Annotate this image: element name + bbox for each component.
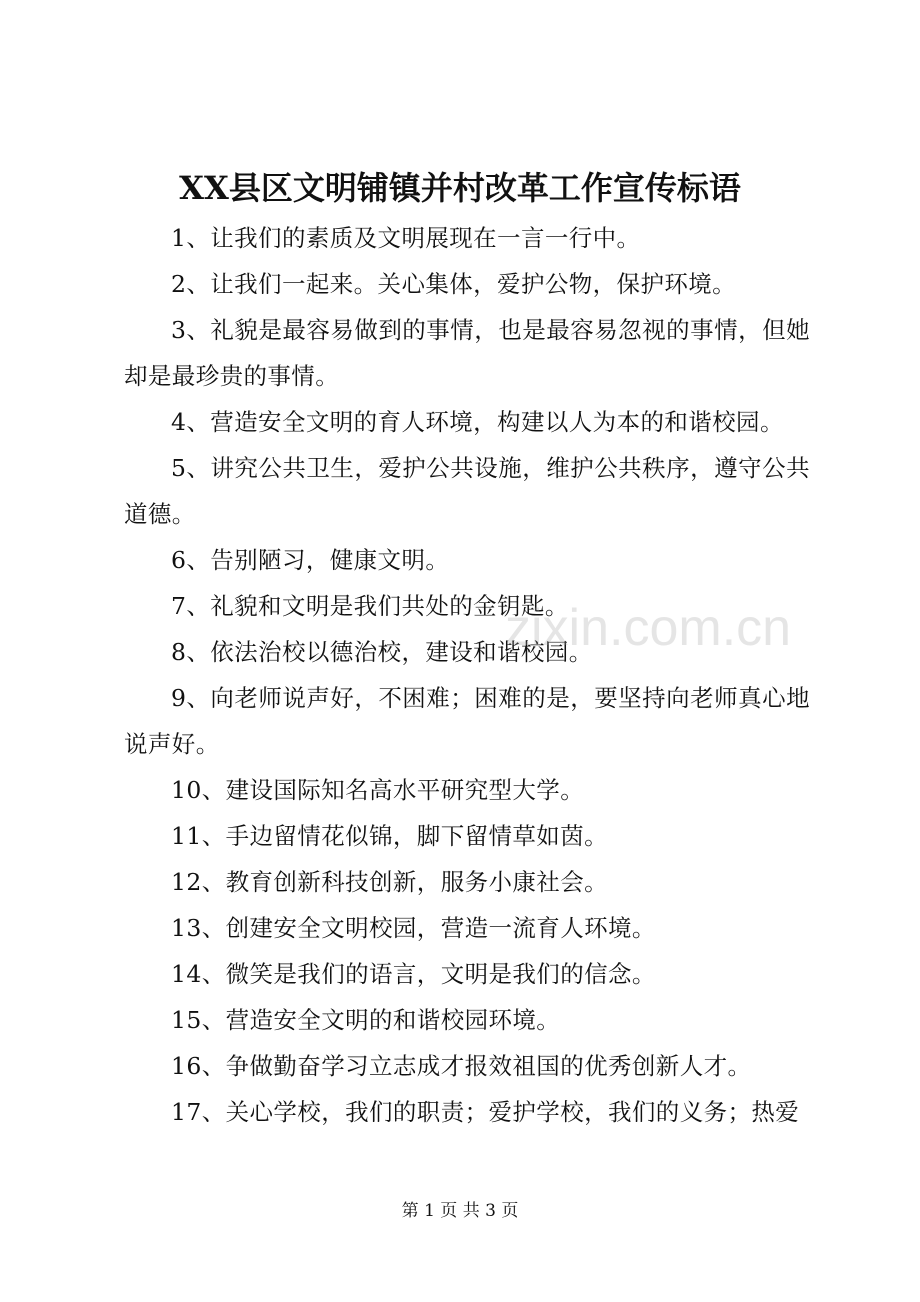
slogan-item: 2、让我们一起来。关心集体，爱护公物，保护环境。 [171, 270, 737, 298]
page-footer: 第 1 页 共 3 页 [401, 1201, 519, 1221]
slogan-item: 5、讲究公共卫生，爱护公共设施，维护公共秩序，遵守公共道德。 [124, 454, 810, 528]
slogan-item: 15、营造安全文明的和谐校园环境。 [171, 1006, 561, 1034]
slogan-item: 9、向老师说声好，不困难；困难的是，要坚持向老师真心地说声好。 [124, 684, 810, 758]
slogan-item: 16、争做勤奋学习立志成才报效祖国的优秀创新人才。 [171, 1052, 752, 1080]
slogan-item: 7、礼貌和文明是我们共处的金钥匙。 [171, 592, 569, 620]
document-body [124, 215, 810, 1135]
slogan-item: 11、手边留情花似锦，脚下留情草如茵。 [171, 822, 609, 850]
slogan-item: 6、告别陋习，健康文明。 [171, 546, 450, 574]
slogan-item: 8、依法治校以德治校，建设和谐校园。 [171, 638, 593, 666]
slogan-item: 14、微笑是我们的语言，文明是我们的信念。 [171, 960, 656, 988]
slogan-item: 3、礼貌是最容易做到的事情，也是最容易忽视的事情，但她却是最珍贵的事情。 [124, 316, 810, 390]
slogan-item: 12、教育创新科技创新，服务小康社会。 [171, 868, 609, 896]
slogan-item: 1、让我们的素质及文明展现在一言一行中。 [171, 224, 641, 252]
watermark: zixin.com.cn [505, 599, 792, 657]
slogan-item: 4、营造安全文明的育人环境，构建以人为本的和谐校园。 [171, 408, 784, 436]
slogan-item: 17、关心学校，我们的职责；爱护学校，我们的义务；热爱 [171, 1098, 800, 1126]
slogan-item: 13、创建安全文明校园，营造一流育人环境。 [171, 914, 656, 942]
slogan-item: 10、建设国际知名高水平研究型大学。 [171, 776, 585, 804]
document-title: XX县区文明铺镇并村改革工作宣传标语 [179, 169, 741, 207]
